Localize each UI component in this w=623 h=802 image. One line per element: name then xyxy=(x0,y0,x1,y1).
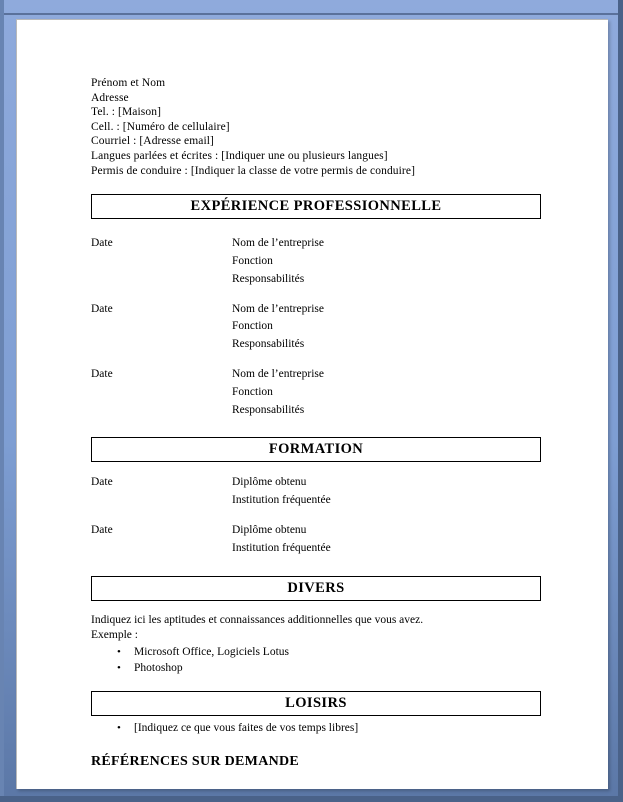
contact-phone: Tel. : [Maison] xyxy=(91,106,162,119)
experience-company: Nom de l’entreprise xyxy=(232,302,324,315)
bullet-icon: • xyxy=(117,645,121,658)
experience-role: Fonction xyxy=(232,254,273,267)
section-title-divers: DIVERS xyxy=(91,576,541,601)
section-title-formation: FORMATION xyxy=(91,437,541,462)
experience-role: Fonction xyxy=(232,385,273,398)
bullet-icon: • xyxy=(117,721,121,734)
experience-entry-date: Date xyxy=(91,237,113,250)
experience-entry xyxy=(91,366,541,419)
divers-intro-text: Indiquez ici les aptitudes et connaissances additionnelles que vous avez. xyxy=(91,613,424,626)
bullet-icon: • xyxy=(117,662,121,675)
experience-entry-details xyxy=(232,366,541,419)
formation-entry-date: Date xyxy=(91,523,113,536)
contact-license: Permis de conduire : [Indiquer la classe de votre permis de conduire] xyxy=(91,164,415,177)
document-page xyxy=(16,19,608,789)
contact-mobile: Cell. : [Numéro de cellulaire] xyxy=(91,120,230,133)
divers-bullet-list xyxy=(91,644,541,677)
contact-address: Adresse xyxy=(91,91,129,104)
formation-entry-details xyxy=(232,474,541,510)
list-item-label: Photoshop xyxy=(134,662,183,675)
list-item-label: [Indiquez ce que vous faites de vos temps libres] xyxy=(134,721,359,734)
experience-company: Nom de l’entreprise xyxy=(232,367,324,380)
formation-degree: Diplôme obtenu xyxy=(232,476,307,489)
list-item xyxy=(91,720,541,737)
formation-institution: Institution fréquentée xyxy=(232,541,331,554)
formation-degree: Diplôme obtenu xyxy=(232,523,307,536)
section-title-experience: EXPÉRIENCE PROFESSIONNELLE xyxy=(91,194,541,219)
formation-institution: Institution fréquentée xyxy=(232,494,331,507)
contact-name: Prénom et Nom xyxy=(91,77,166,89)
experience-entry-details xyxy=(232,301,541,354)
list-item xyxy=(91,644,541,661)
references-on-demand-heading: RÉFÉRENCES SUR DEMANDE xyxy=(91,754,300,770)
experience-role: Fonction xyxy=(232,320,273,333)
loisirs-bullet-list xyxy=(91,720,541,737)
experience-entry-details xyxy=(232,235,541,288)
frame-bottom-edge xyxy=(0,796,623,802)
experience-entry-date: Date xyxy=(91,302,113,315)
experience-responsibilities: Responsabilités xyxy=(232,338,305,351)
contact-languages: Langues parlées et écrites : [Indiquer une ou plusieurs langues] xyxy=(91,149,388,162)
experience-entry xyxy=(91,235,541,288)
contact-email: Courriel : [Adresse email] xyxy=(91,135,214,148)
contact-header xyxy=(91,76,541,178)
experience-company: Nom de l’entreprise xyxy=(232,237,324,250)
experience-responsibilities: Responsabilités xyxy=(232,272,305,285)
experience-entry xyxy=(91,301,541,354)
document-body xyxy=(91,76,541,770)
formation-entry xyxy=(91,474,541,510)
experience-responsibilities: Responsabilités xyxy=(232,403,305,416)
section-title-loisirs: LOISIRS xyxy=(91,691,541,716)
list-item xyxy=(91,660,541,677)
frame-top-divider xyxy=(0,13,623,15)
formation-entry-date: Date xyxy=(91,476,113,489)
divers-example-label: Exemple : xyxy=(91,629,138,642)
frame-right-edge xyxy=(618,0,623,802)
formation-entry-details xyxy=(232,522,541,558)
experience-entry-date: Date xyxy=(91,367,113,380)
list-item-label: Microsoft Office, Logiciels Lotus xyxy=(134,645,290,658)
frame-left-edge xyxy=(0,0,4,802)
formation-entry xyxy=(91,522,541,558)
